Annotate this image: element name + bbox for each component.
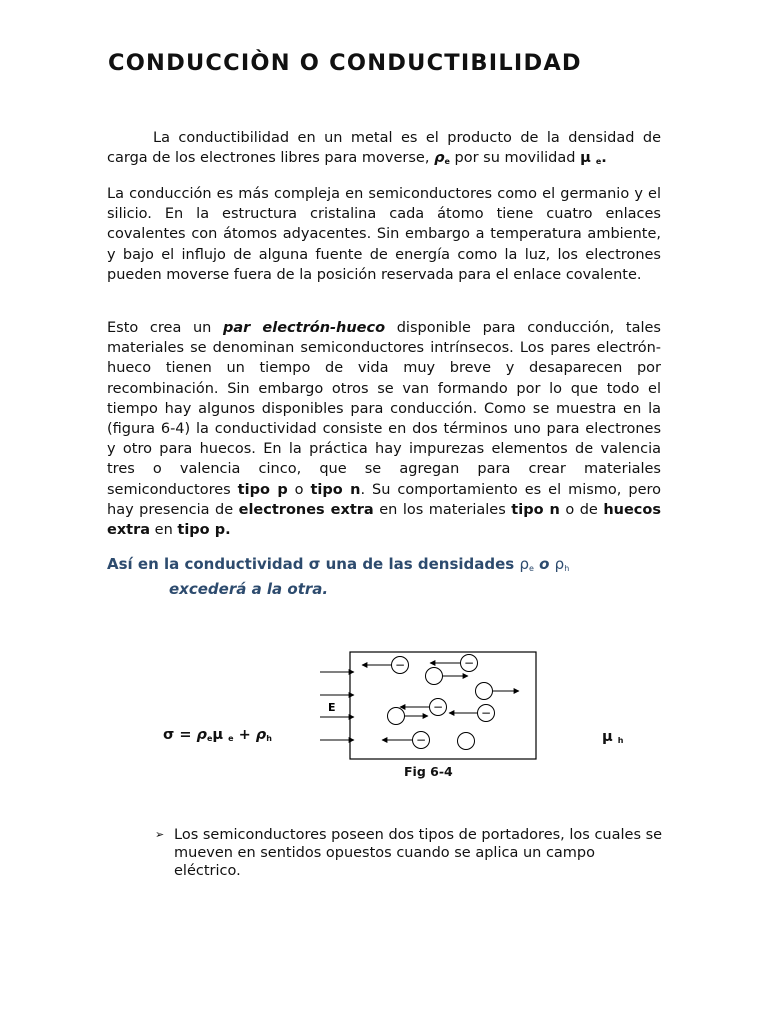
formula-plus: + — [233, 727, 256, 743]
p3-text-m: en — [150, 522, 178, 539]
blue-text-a: Así en la conductividad — [107, 555, 309, 573]
formula-equals: = — [174, 727, 197, 743]
hole — [458, 733, 475, 750]
mu-h-subscript: h — [617, 736, 624, 745]
electron-minus: − — [432, 700, 444, 714]
rho-e-inline-symbol: ρ — [519, 555, 529, 573]
p3-term-tipo-n: tipo n — [310, 481, 361, 498]
p3-text-g: . Su comportamiento es el mismo, pero hay presencia de — [107, 481, 662, 518]
p3-text-c: disponible para conducción, tales materiales se denominan semiconductores intrínsecos. Los pares electrón-hueco tienen un tiempo de vida muy breve y desaparecen por recombinación. Sin embargo otros se van formando por lo que todo el tiempo hay algunos disponibles para conducción. Como se muestra en la (figura 6-4) la conductividad consiste en dos términos uno para electrones y otro para huecos. En la práctica hay impurezas elementos de valencia tres o valencia cinco, que se agregan para crear materiales semiconductores — [107, 320, 661, 498]
p3-text-i: en los materiales — [373, 501, 512, 518]
electron-minus: − — [480, 706, 492, 720]
figure-6-4 — [318, 650, 538, 762]
p1-end: . — [601, 150, 607, 167]
rho-e-inline — [519, 555, 533, 573]
rho-h-inline-sub: h — [564, 564, 570, 573]
conductivity-formula — [163, 727, 272, 743]
p3-text-e: o — [287, 481, 311, 498]
formula-rho-e-sub: e — [206, 734, 213, 743]
mu-e-subscript: e — [595, 157, 602, 167]
formula-rho-h: ρ — [255, 727, 267, 743]
formula-sigma: σ — [163, 727, 175, 743]
rho-e-symbol: ρ — [434, 150, 445, 167]
formula-rho-h-sub: h — [266, 734, 272, 743]
electron-minus: − — [394, 658, 406, 672]
bullet-item — [155, 826, 665, 880]
blue-text-line2: excederá a la otra. — [169, 580, 329, 598]
formula-mu-h — [602, 729, 623, 745]
electron-minus: − — [463, 656, 475, 670]
bullet-text: Los semiconductores poseen dos tipos de portadores, los cuales se mueven en sentidos opuestos cuando se aplica un campo eléctrico. — [174, 827, 663, 879]
p3-term-tipo-p-2: tipo p. — [177, 522, 231, 539]
figure-caption: Fig 6-4 — [404, 764, 453, 779]
mu-e-symbol: μ — [580, 150, 591, 167]
p1-text-b: por su movilidad — [449, 150, 581, 167]
mu-h-symbol: μ — [602, 729, 613, 745]
field-label-e: E — [328, 701, 336, 714]
p3-term-tipo-p: tipo p — [237, 481, 288, 498]
rho-e-inline-sub: e — [528, 564, 534, 573]
page-title: CONDUCCIÒN O CONDUCTIBILIDAD — [108, 50, 582, 76]
blue-text-b: una de las densidades — [320, 555, 520, 573]
p1-text-a: La conductibilidad en un metal es el producto de la densidad de carga de los electrones libres para moverse, — [107, 130, 661, 167]
formula-rho-e: ρ — [196, 727, 207, 743]
bullet-arrow-icon: ➢ — [155, 828, 165, 841]
paragraph-semiconductors: La conducción es más compleja en semiconductores como el germanio y el silicio. En la estructura cristalina cada átomo tiene cuatro enlaces covalentes con átomos adyacentes. Sin embargo a temperatura ambiente, y bajo el influjo de alguna fuente de energía como la luz, los electrones pueden moverse fuera de la posición reservada para el enlace covalente. — [107, 186, 661, 283]
electron-minus: − — [415, 733, 427, 747]
formula-mu-e-sub: e — [228, 734, 234, 743]
rho-h-inline-symbol: ρ — [554, 555, 565, 573]
p3-text-k: o de — [559, 501, 604, 518]
blue-text-o: o — [533, 555, 555, 573]
highlight-statement — [107, 554, 661, 599]
p3-term-electron-hole-pair: par electrón-hueco — [223, 320, 386, 336]
p3-term-huecos-extra: huecos extra — [107, 501, 661, 539]
paragraph-electron-hole — [107, 318, 661, 540]
sigma-symbol: σ — [308, 555, 321, 573]
formula-mu-e: μ — [212, 727, 224, 743]
p3-text-a: Esto crea un — [107, 320, 224, 336]
paragraph-metal-conductivity — [107, 128, 661, 172]
rho-e-subscript: e — [444, 157, 450, 167]
rho-h-inline — [555, 555, 570, 573]
p3-term-tipo-n-2: tipo n — [511, 501, 560, 518]
p3-term-electrones-extra: electrones extra — [238, 501, 374, 518]
